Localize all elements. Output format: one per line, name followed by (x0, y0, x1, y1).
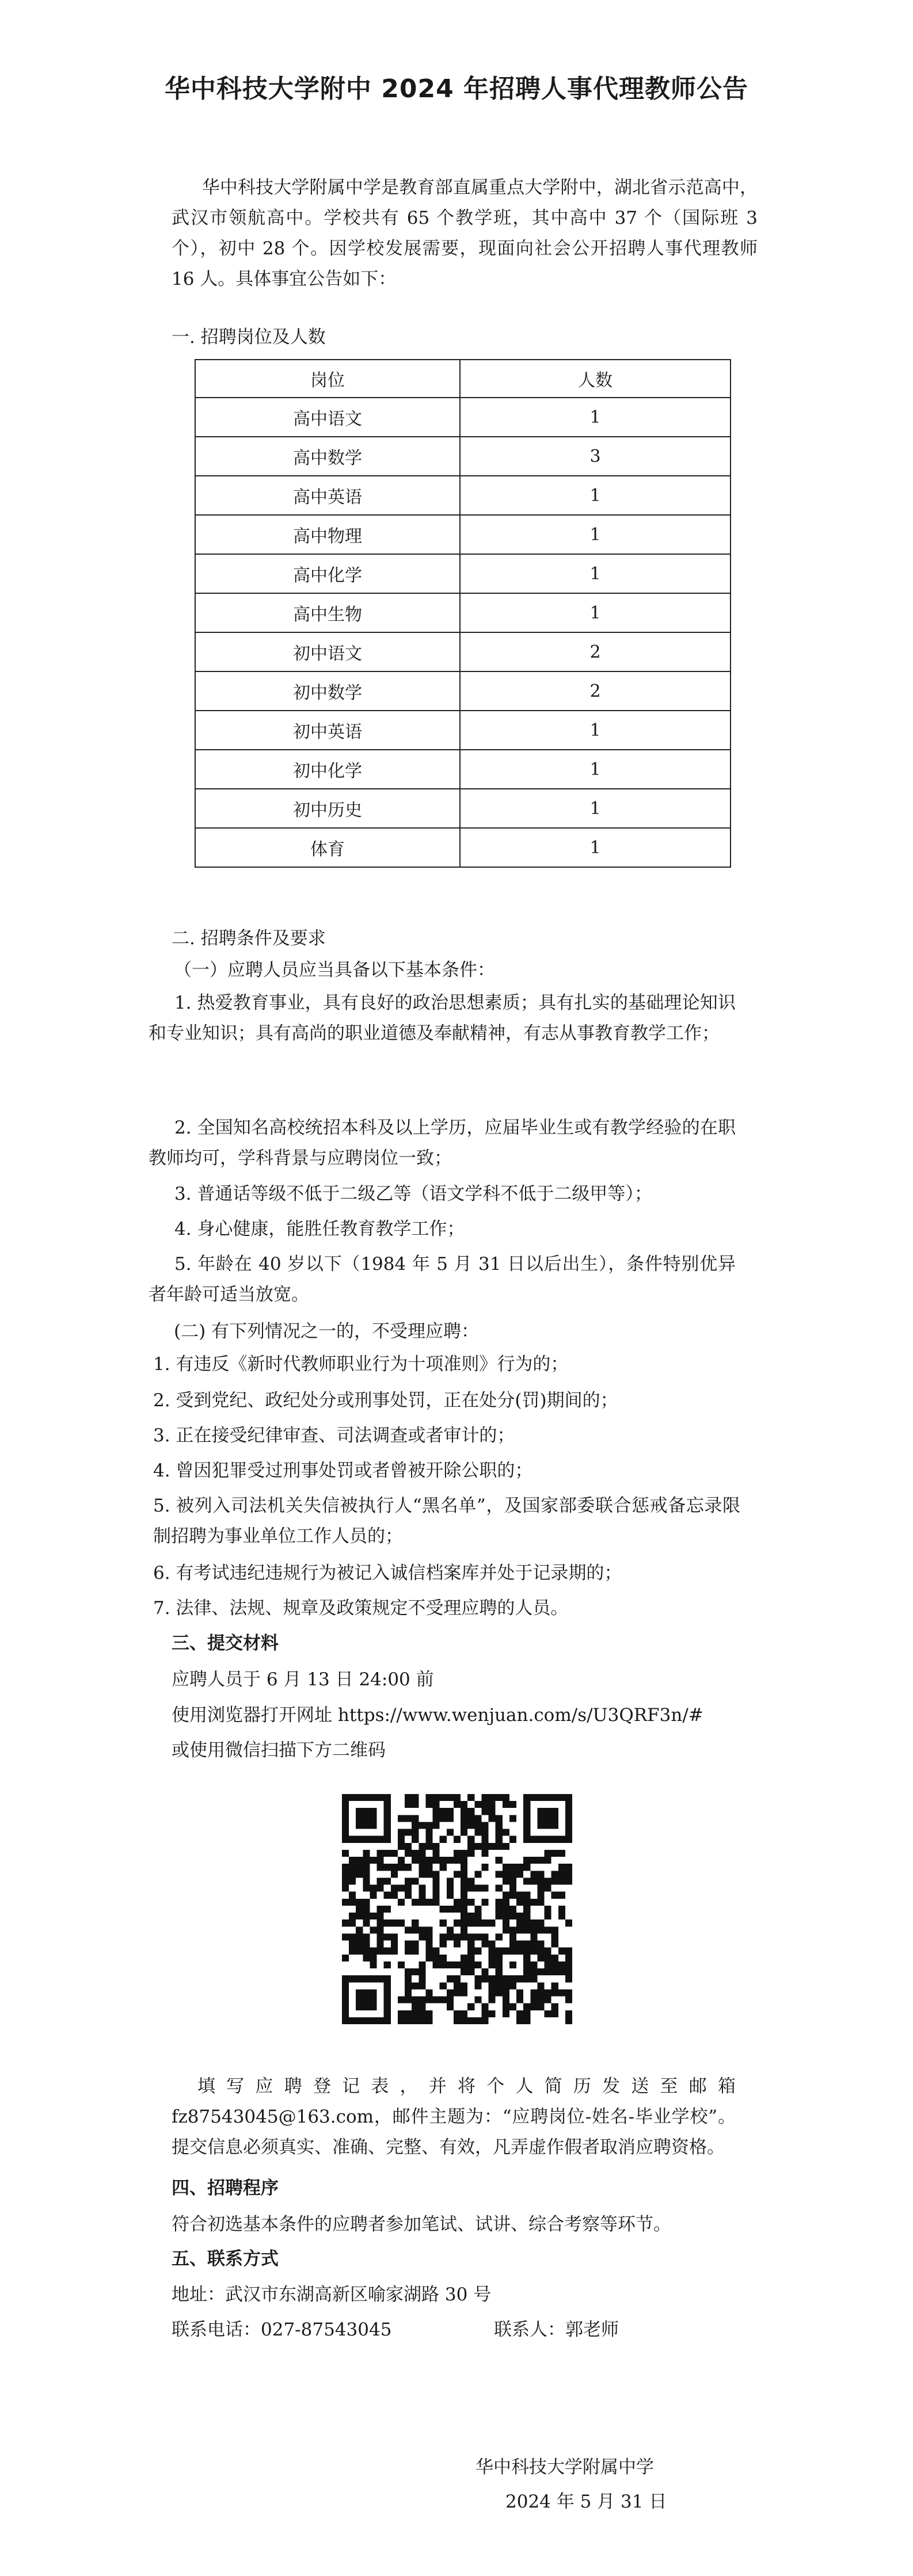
cell-position: 初中英语 (195, 711, 460, 750)
table-row (195, 789, 731, 828)
footer-org: 华中科技大学附属中学 (475, 2457, 654, 2478)
cell-count: 1 (460, 593, 731, 632)
deadline-text: 应聘人员于 6 月 13 日 24:00 前 (172, 1669, 434, 1690)
table-row (195, 554, 731, 593)
table-row (195, 398, 731, 437)
table-row (195, 593, 731, 632)
cell-count: 2 (460, 632, 731, 671)
cell-position: 初中数学 (195, 671, 460, 711)
condition-item: 2. 全国知名高校统招本科及以上学历，应届毕业生或有教学经验的在职教师均可，学科背景与应聘岗位一致； (149, 1117, 736, 1169)
cell-count: 1 (460, 828, 731, 867)
condition-item: 1. 热爱教育事业，具有良好的政治思想素质；具有扎实的基础理论知识和专业知识；具有高尚的职业道德及奉献精神，有志从事教育教学工作； (149, 993, 736, 1044)
cell-position: 初中历史 (195, 789, 460, 828)
cell-count: 3 (460, 437, 731, 476)
page-title: 华中科技大学附中 2024 年招聘人事代理教师公告 (164, 74, 749, 104)
cell-position: 高中语文 (195, 398, 460, 437)
table-row (195, 476, 731, 515)
positions-table (195, 359, 731, 868)
address-text: 地址：武汉市东湖高新区喻家湖路 30 号 (172, 2284, 492, 2305)
url-text[interactable]: 使用浏览器打开网址 https://www.wenjuan.com/s/U3QRF3n/# (172, 1705, 703, 1726)
submission-instructions: 填写应聘登记表，并将个人简历发送至邮箱 fz87543045@163.com，邮件主题为：“应聘岗位-姓名-毕业学校”。提交信息必须真实、准确、完整、有效，凡弄虚作假者取消应聘资格。 (172, 2076, 736, 2158)
cell-count: 1 (460, 398, 731, 437)
section2-heading: 二. 招聘条件及要求 (172, 928, 326, 949)
cell-position: 高中生物 (195, 593, 460, 632)
table-row (195, 437, 731, 476)
exclusion-item: 7. 法律、法规、规章及政策规定不受理应聘的人员。 (153, 1598, 569, 1619)
cell-count: 1 (460, 711, 731, 750)
qr-code-icon[interactable] (342, 1794, 572, 2024)
cell-position: 初中化学 (195, 750, 460, 789)
intro-paragraph: 华中科技大学附属中学是教育部直属重点大学附中，湖北省示范高中，武汉市领航高中。学校共有 65 个教学班，其中高中 37 个（国际班 3 个），初中 28 个。因学校发展需要，现面向社会公开招聘人事代理教师 16 人。具体事宜公告如下： (172, 177, 758, 289)
procedure-text: 符合初选基本条件的应聘者参加笔试、试讲、综合考察等环节。 (172, 2214, 671, 2235)
section4-heading: 四、招聘程序 (172, 2178, 279, 2199)
exclusion-item: 5. 被列入司法机关失信被执行人“黑名单”，及国家部委联合惩戒备忘录限制招聘为事业单位工作人员的； (153, 1495, 740, 1547)
contact-person-text: 联系人：郭老师 (494, 2319, 619, 2340)
cell-position: 高中英语 (195, 476, 460, 515)
cell-count: 1 (460, 515, 731, 554)
table-row (195, 671, 731, 711)
table-header-row (195, 360, 731, 398)
table-header-position: 岗位 (195, 360, 460, 398)
exclusion-item: 4. 曾因犯罪受过刑事处罚或者曾被开除公职的； (153, 1460, 533, 1481)
condition-item: 4. 身心健康，能胜任教育教学工作； (174, 1219, 465, 1239)
cell-count: 1 (460, 750, 731, 789)
table-row (195, 632, 731, 671)
table-row (195, 711, 731, 750)
cell-count: 1 (460, 554, 731, 593)
section2-sub2: (二) 有下列情况之一的，不受理应聘： (174, 1321, 480, 1342)
table-header-count: 人数 (460, 360, 731, 398)
cell-position: 高中化学 (195, 554, 460, 593)
section3-heading: 三、提交材料 (172, 1633, 279, 1654)
condition-item: 3. 普通话等级不低于二级乙等（语文学科不低于二级甲等）； (174, 1184, 652, 1204)
cell-count: 1 (460, 476, 731, 515)
section5-heading: 五、联系方式 (172, 2249, 279, 2269)
qr-code-graphic (342, 1794, 572, 2024)
table-row (195, 828, 731, 867)
cell-count: 2 (460, 671, 731, 711)
section1-heading: 一. 招聘岗位及人数 (172, 327, 326, 348)
footer-date: 2024 年 5 月 31 日 (505, 2491, 667, 2512)
exclusion-item: 2. 受到党纪、政纪处分或刑事处罚，正在处分(罚)期间的； (153, 1390, 618, 1411)
wechat-text: 或使用微信扫描下方二维码 (172, 1740, 386, 1761)
cell-position: 高中物理 (195, 515, 460, 554)
table-row (195, 515, 731, 554)
cell-position: 体育 (195, 828, 460, 867)
cell-position: 初中语文 (195, 632, 460, 671)
phone-text: 联系电话：027-87543045 (172, 2319, 392, 2340)
cell-count: 1 (460, 789, 731, 828)
cell-position: 高中数学 (195, 437, 460, 476)
condition-item: 5. 年龄在 40 岁以下（1984 年 5 月 31 日以后出生），条件特别优异者年龄可适当放宽。 (149, 1254, 736, 1305)
exclusion-item: 1. 有违反《新时代教师职业行为十项准则》行为的； (153, 1354, 569, 1375)
table-row (195, 750, 731, 789)
exclusion-item: 6. 有考试违纪违规行为被记入诚信档案库并处于记录期的； (153, 1563, 622, 1583)
section2-sub1: （一）应聘人员应当具备以下基本条件： (174, 960, 495, 980)
exclusion-item: 3. 正在接受纪律审查、司法调查或者审计的； (153, 1425, 515, 1446)
